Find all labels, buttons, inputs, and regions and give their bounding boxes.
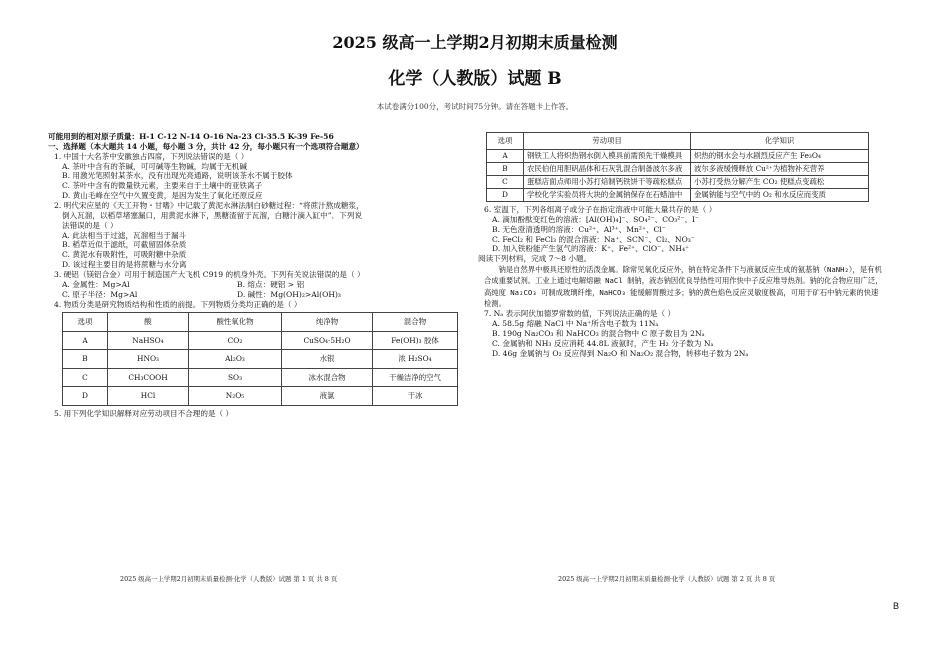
table-header-cell: 混合物 xyxy=(373,313,458,332)
table-cell: 波尔多液缓慢释放 Cu²⁺为植物补充营养 xyxy=(691,162,869,175)
table-row xyxy=(487,175,869,188)
question-5-table xyxy=(486,132,869,202)
right-column xyxy=(478,132,898,359)
table-cell: 冰水混合物 xyxy=(282,368,373,387)
table-cell: 金属钠能与空气中的 O₂ 和水反应而变质 xyxy=(691,188,869,201)
table-header-cell: 化学知识 xyxy=(691,133,869,150)
question-7-option-c: C. 金属钠和 NH₃ 反应消耗 44.8L 液氨时，产生 H₂ 分子数为 Nₐ xyxy=(492,338,714,348)
table-cell: B xyxy=(487,162,524,175)
table-header-cell: 酸 xyxy=(108,313,189,332)
table-header-cell: 选项 xyxy=(487,133,524,150)
question-1-option-b: B. 用激光笔照射某茶水，没有出现光亮通路，说明该茶水不属于胶体 xyxy=(62,171,293,181)
question-3-options-row1 xyxy=(48,280,468,290)
question-7-option-d: D. 46g 金属钠与 O₂ 反应得到 Na₂O 和 Na₂O₂ 混合物，转移电子数为 2Nₐ xyxy=(492,348,749,358)
question-7-option-b: B. 190g Na₂CO₃ 和 NaHCO₃ 的混合物中 C 原子数目为 2Nₐ xyxy=(492,329,705,338)
table-cell: A xyxy=(487,150,524,163)
reading-instruction: 阅读下列材料，完成 7～8 小题。 xyxy=(478,254,592,264)
table-cell: NaHSO₄ xyxy=(108,331,189,350)
table-cell: B xyxy=(63,350,108,369)
table-cell: 农民伯伯用胆矾晶体和石灰乳混合制备波尔多液 xyxy=(524,162,691,175)
exam-subtitle: 化学（人教版）试题 B xyxy=(388,69,562,89)
reading-passage: 钠是自然界中极具还原性的活泼金属。除常见氧化反应外，钠在特定条件下与液氨反应生成的氨基钠（NaNH₂），是有机合成重要试剂。工业上通过电解熔融 NaCl 制钠，液态钠因优良导热性可用作快中子反应堆导热剂。钠的化合物应用广泛，高纯度 Na₂CO₃ 可制成玻璃纤维，NaHCO₃ 能缓解胃酸过多；钠的黄色焰色反应灵敏度极高，可用于矿石中钠元素的快速检测。 xyxy=(484,265,883,308)
table-row xyxy=(487,162,869,175)
table-cell: HNO₃ xyxy=(108,350,189,369)
table-header-cell: 酸性氧化物 xyxy=(189,313,282,332)
question-2-option-d: D. 该过程主要目的是将蔗糖与水分离 xyxy=(62,260,187,270)
table-row xyxy=(487,150,869,163)
table-cell: 浓 H₂SO₄ xyxy=(373,350,458,369)
question-2-option-a: A. 此法相当于过滤，瓦溜相当于漏斗 xyxy=(62,230,187,240)
version-mark: B xyxy=(893,601,900,611)
table-header-cell: 纯净物 xyxy=(282,313,373,332)
exam-title: 2025 级高一上学期2月初期末质量检测 xyxy=(332,33,618,52)
table-cell: 钢铁工人将炽热钢水倒入模具前需预先干燥模具 xyxy=(524,150,691,163)
table-cell: Al₂O₃ xyxy=(189,350,282,369)
question-7-option-a: A. 58.5g 熔融 NaCl 中 Na⁺所含电子数为 11Nₐ xyxy=(492,319,659,329)
question-1-option-a: A. 茶叶中含有的茶碱，可可碱等生物碱，均属于无机碱 xyxy=(62,161,247,171)
question-7-stem: 7. Nₐ 表示阿伏加德罗常数的值，下列说法正确的是（ ） xyxy=(484,309,676,319)
table-cell: 蛋糕店面点师用小苏打焙制钙铁饼干等疏松糕点 xyxy=(524,175,691,188)
exam-note: 本试卷满分100分，考试时间75分钟。请在答题卡上作答。 xyxy=(376,102,574,111)
table-cell: 液氯 xyxy=(282,387,373,406)
question-3-options-row2 xyxy=(48,290,468,300)
section-heading: 一、选择题（本大题共 14 小题，每小题 3 分，共计 42 分，每小题只有一个选项符合题意） xyxy=(48,141,364,151)
left-column xyxy=(48,132,468,419)
page-footer-left: 2025 级高一上学期2月初期末质量检测·化学（人教版）试题 第 1 页 共 8 页 xyxy=(120,575,338,583)
table-cell: CO₂ xyxy=(189,331,282,350)
table-row xyxy=(63,387,458,406)
question-2-stem-line2: 倒入瓦溜，以稻草堵塞漏口，用黄泥水淋下，黑糖渣留于瓦溜，白糖汁滴入缸中”．下列说 xyxy=(62,210,363,220)
question-4-table xyxy=(62,312,458,406)
question-2-stem-line3: 法错误的是（ ） xyxy=(62,220,118,230)
table-cell: C xyxy=(63,368,108,387)
question-1-stem: 1. 中国十大名茶中安徽独占四席，下列说法错误的是（ ） xyxy=(54,151,249,161)
question-6-option-d: D. 加入铁粉能产生氢气的溶液：K⁺、Fe²⁺、ClO⁻、NH₄⁺ xyxy=(492,244,690,254)
question-5-table-wrap xyxy=(478,132,898,202)
question-2-option-c: C. 黄泥水有吸附性，可吸附糖中杂质 xyxy=(62,250,187,260)
question-4-stem: 4. 物质分类是研究物质结构和性质的前提。下列物质分类均正确的是（ ） xyxy=(54,299,302,309)
table-cell: 水银 xyxy=(282,350,373,369)
table-row xyxy=(63,350,458,369)
table-cell: 学校化学实验员将大块的金属钠保存在石蜡油中 xyxy=(524,188,691,201)
question-6-stem: 6. 室温下，下列各组离子或分子在指定溶液中可能大量共存的是（ ） xyxy=(484,204,717,214)
table-cell: CuSO₄·5H₂O xyxy=(282,331,373,350)
table-row xyxy=(487,188,869,201)
table-cell: Fe(OH)₃ 胶体 xyxy=(373,331,458,350)
table-cell: HCl xyxy=(108,387,189,406)
question-6-option-b: B. 无色澄清透明的溶液：Cu²⁺、Al³⁺、Mn²⁺、Cl⁻ xyxy=(492,224,666,234)
table-header-row xyxy=(63,313,458,332)
table-cell: N₂O₅ xyxy=(189,387,282,406)
question-2-stem-line1: 2. 明代宋应星的《天工开物・甘嗜》中记载了黄泥水淋法制白砂糖过程：“将蔗汁熬成糖浆， xyxy=(54,201,364,211)
table-row xyxy=(63,368,458,387)
table-cell: 小苏打受热分解产生 CO₂ 使糕点变疏松 xyxy=(691,175,869,188)
table-cell: 炽热的钢水会与水剧烈反应产生 Fe₃O₄ xyxy=(691,150,869,163)
table-cell: SO₃ xyxy=(189,368,282,387)
page-footer-right: 2025 级高一上学期2月初期末质量检测·化学（人教版）试题 第 2 页 共 8 页 xyxy=(558,575,776,583)
question-6-option-c: C. FeCl₂ 和 FeCl₃ 的混合溶液：Na⁺、SCN⁻、Cl₂、NO₃⁻ xyxy=(492,234,695,244)
question-4-table-wrap xyxy=(48,312,468,406)
question-3-option-a: A. 金属性：Mg>Al xyxy=(62,279,130,289)
question-3-option-c: C. 原子半径：Mg>Al xyxy=(62,289,138,299)
question-5-stem: 5. 用下列化学知识解释对应劳动项目不合理的是（ ） xyxy=(54,408,234,418)
table-cell: C xyxy=(487,175,524,188)
table-header-cell: 选项 xyxy=(63,313,108,332)
table-header-cell: 劳动项目 xyxy=(524,133,691,150)
table-row xyxy=(63,331,458,350)
table-cell: A xyxy=(63,331,108,350)
question-3-stem: 3. 硬铝（镁铝合金）可用于制造国产大飞机 C919 的机身外壳。下列有关说法错误的是（ ） xyxy=(54,270,365,280)
table-cell: CH₃COOH xyxy=(108,368,189,387)
table-cell: 干冰 xyxy=(373,387,458,406)
question-6-option-a: A. 滴加酚酞变红色的溶液：[Al(OH)₄]⁻、SO₄²⁻、CO₃²⁻、I⁻ xyxy=(492,214,699,224)
question-1-option-d: D. 黄山毛峰在空气中久置变黄，是因为发生了氧化还原反应 xyxy=(62,191,263,201)
table-cell: 干燥洁净的空气 xyxy=(373,368,458,387)
table-cell: D xyxy=(63,387,108,406)
table-cell: D xyxy=(487,188,524,201)
atomic-masses: 可能用到的相对原子质量：H-1 C-12 N-14 O-16 Na-23 Cl-35.5 K-39 Fe-56 xyxy=(48,132,334,141)
question-3-option-b: B. 熔点：硬铝 > 铝 xyxy=(237,279,305,289)
question-1-option-c: C. 茶叶中含有的微量铁元素，主要来自于土壤中的亚铁离子 xyxy=(62,181,263,191)
table-header-row xyxy=(487,133,869,150)
question-2-option-b: B. 稻草近似于滤纸，可截留固体杂质 xyxy=(62,240,187,250)
question-3-option-d: D. 碱性：Mg(OH)₂>Al(OH)₃ xyxy=(237,289,341,299)
